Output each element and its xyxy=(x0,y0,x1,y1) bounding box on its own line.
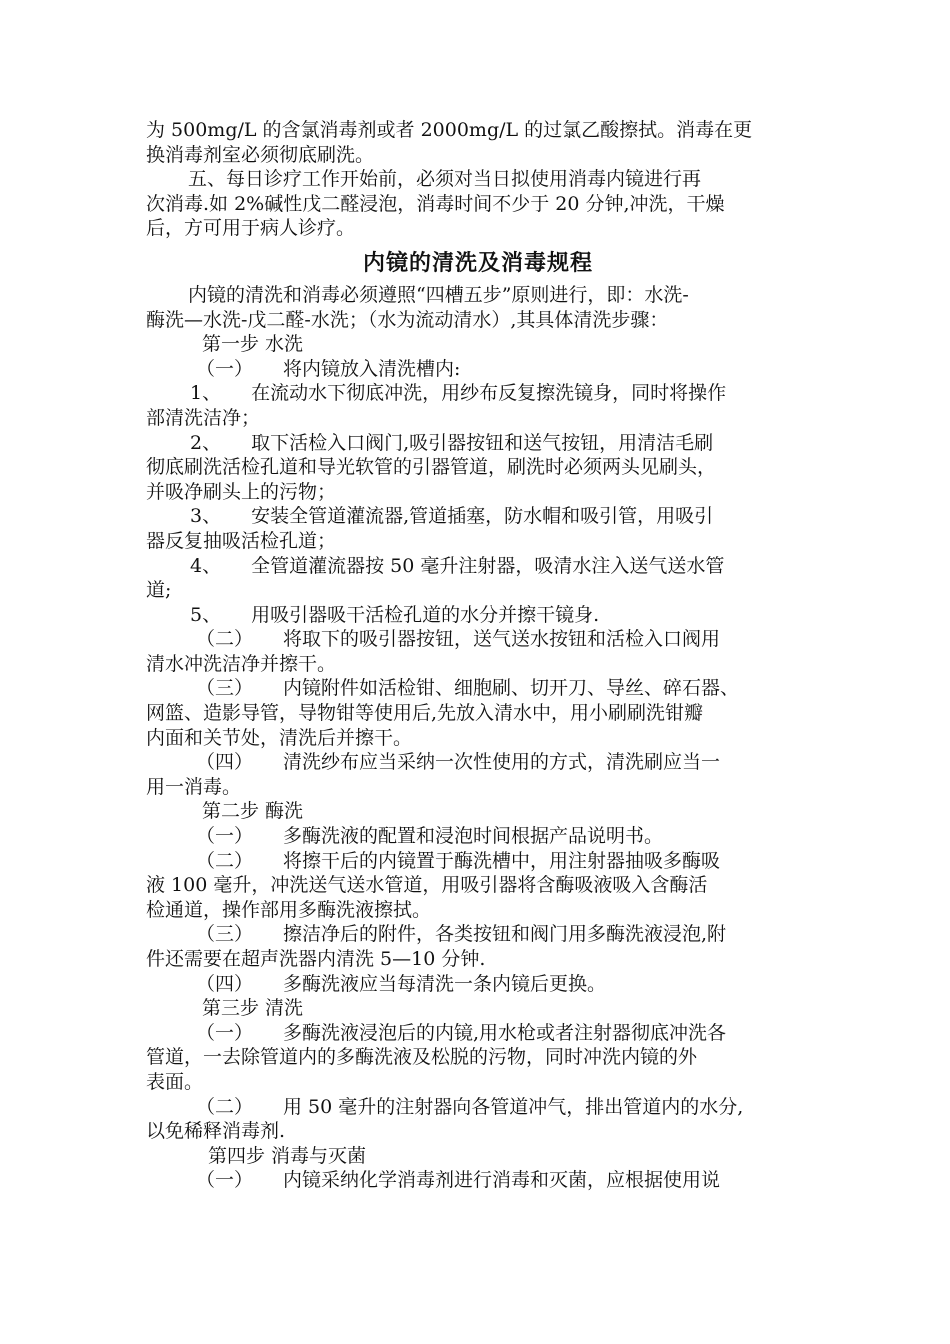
step-4-heading: 第四步 消毒与灭菌 xyxy=(208,1144,367,1167)
step-2-heading: 第二步 酶洗 xyxy=(202,800,304,823)
step-1-num-2-line-1: 2、 取下活检入口阀门,吸引器按钮和送气按钮，用清洁毛刷 xyxy=(190,431,714,454)
step-2-sub-2-line-2: 液 100 毫升，冲洗送气送水管道，用吸引器将含酶吸液吸入含酶活 xyxy=(146,874,708,897)
item-5-line-3: 后，方可用于病人诊疗。 xyxy=(146,217,356,240)
step-2-sub-1: （一） 多酶洗液的配置和浸泡时间根据产品说明书。 xyxy=(196,825,664,848)
step-3-sub-1-line-3: 表面。 xyxy=(146,1070,204,1093)
step-4-sub-1-line-1: （一） 内镜采纳化学消毒剂进行消毒和灭菌，应根据使用说 xyxy=(196,1169,721,1192)
step-1-num-4-line-2: 道; xyxy=(146,579,172,602)
step-1-sub-3-line-2: 网篮、造影导管，导物钳等使用后,先放入清水中，用小刷刷洗钳瓣 xyxy=(146,702,704,725)
step-1-num-2-line-3: 并吸净刷头上的污物； xyxy=(146,480,337,503)
step-3-sub-2-line-2: 以免稀释消毒剂. xyxy=(146,1120,286,1143)
item-5-line-2: 次消毒.如 2%碱性戊二醛浸泡，消毒时间不少于 20 分钟,冲洗，干燥 xyxy=(146,192,725,215)
step-1-sub-3-line-3: 内面和关节处，清洗后并擦干。 xyxy=(146,726,413,749)
step-1-heading: 第一步 水洗 xyxy=(202,333,304,356)
step-1-num-1-line-2: 部清洗洁净； xyxy=(146,406,261,429)
step-1-num-3-line-1: 3、 安装全管道灌流器,管道插塞，防水帽和吸引管，用吸引 xyxy=(190,505,714,528)
step-1-num-1-line-1: 1、 在流动水下彻底冲洗，用纱布反复擦洗镜身，同时将操作 xyxy=(190,382,727,405)
step-1-num-4-line-1: 4、 全管道灌流器按 50 毫升注射器，吸清水注入送气送水管 xyxy=(190,554,725,577)
step-1-sub-3-line-1: （三） 内镜附件如活检钳、细胞刷、切开刀、导丝、碎石器、 xyxy=(196,677,740,700)
step-1-sub-4-line-2: 用一消毒。 xyxy=(146,775,242,798)
intro-line-1: 为 500mg/L 的含氯消毒剂或者 2000mg/L 的过氯乙酸擦拭。消毒在更 xyxy=(146,119,753,141)
step-1-num-2-line-2: 彻底刷洗活检孔道和导光软管的引器管道，刷洗时必须两头见刷头， xyxy=(146,456,717,479)
step-1-sub-4-line-1: （四） 清洗纱布应当采纳一次性使用的方式，清洗刷应当一 xyxy=(196,751,721,774)
step-2-sub-3-line-2: 件还需要在超声洗器内清洗 5—10 分钟. xyxy=(146,948,486,970)
intro-line-2: 换消毒剂室必须彻底刷洗。 xyxy=(146,143,375,166)
item-5-line-1: 五、每日诊疗工作开始前，必须对当日拟使用消毒内镜进行再 xyxy=(188,168,702,191)
document-page xyxy=(146,118,810,1193)
step-2-sub-3-line-1: （三） 擦洁净后的附件，各类按钮和阀门用多酶洗液浸泡,附 xyxy=(196,923,727,946)
step-1-sub-2-line-2: 清水冲洗洁净并擦干。 xyxy=(146,652,337,675)
section-title: 内镜的清洗及消毒规程 xyxy=(362,249,593,276)
step-3-sub-1-line-1: （一） 多酶洗液浸泡后的内镜,用水枪或者注射器彻底冲洗各 xyxy=(196,1021,727,1044)
step-1-num-3-line-2: 器反复抽吸活检孔道； xyxy=(146,529,337,552)
step-1-num-5-line-1: 5、 用吸引器吸干活检孔道的水分并擦干镜身. xyxy=(190,603,600,626)
step-3-sub-1-line-2: 管道，一去除管道内的多酶洗液及松脱的污物，同时冲洗内镜的外 xyxy=(146,1046,698,1069)
step-1-sub-2-line-1: （二） 将取下的吸引器按钮，送气送水按钮和活检入口阀用 xyxy=(196,628,721,651)
step-2-sub-4: （四） 多酶洗液应当每清洗一条内镜后更换。 xyxy=(196,972,607,995)
step-3-sub-2-line-1: （二） 用 50 毫升的注射器向各管道冲气，排出管道内的水分, xyxy=(196,1095,744,1118)
step-2-sub-2-line-3: 检通道，操作部用多酶洗液擦拭。 xyxy=(146,898,432,921)
step-1-sub-1: （一） 将内镜放入清洗槽内: xyxy=(196,357,461,380)
principle-line-1: 内镜的清洗和消毒必须遵照“四槽五步”原则进行，即：水洗- xyxy=(188,283,689,306)
step-2-sub-2-line-1: （二） 将擦干后的内镜置于酶洗槽中，用注射器抽吸多酶吸 xyxy=(196,849,721,872)
principle-line-2: 酶洗—水洗-戊二醛-水洗；（水为流动清水）,其具体清洗步骤： xyxy=(146,308,669,331)
step-3-heading: 第三步 清洗 xyxy=(202,997,304,1020)
